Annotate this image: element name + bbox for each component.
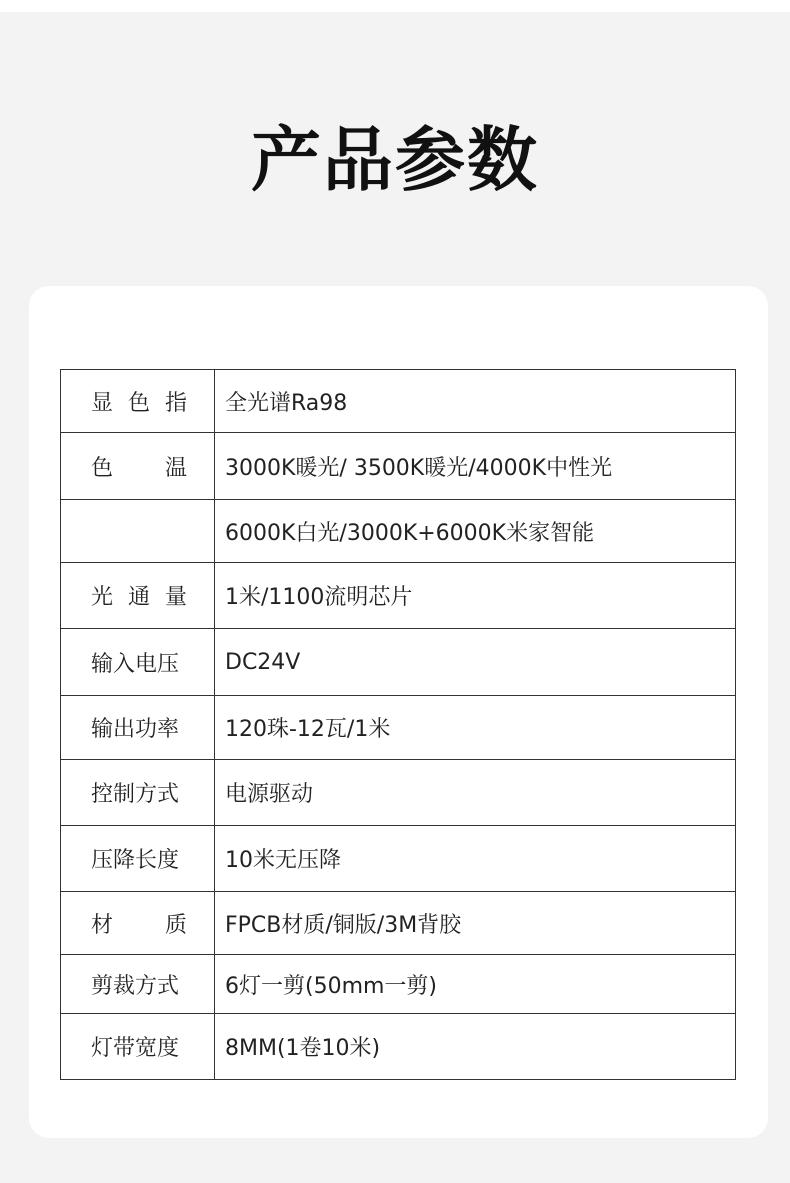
spec-card — [29, 286, 768, 1138]
table-row — [61, 370, 736, 433]
row-value-cell — [215, 370, 736, 433]
row-label: 输入电压 — [91, 651, 180, 677]
row-label-cell — [61, 826, 215, 892]
row-value: 10米无压降 — [225, 848, 341, 873]
table-row — [61, 826, 736, 892]
row-label-cell — [61, 892, 240, 955]
table-row — [61, 1014, 736, 1080]
row-value: DC24V — [225, 649, 301, 675]
row-label: 光通量 — [91, 585, 203, 610]
row-value-cell — [215, 433, 736, 500]
row-value-cell — [215, 826, 736, 892]
spec-table — [60, 369, 736, 1080]
row-label: 输出功率 — [91, 717, 180, 742]
table-row — [61, 563, 736, 629]
row-label-cell — [61, 563, 215, 629]
row-value-cell — [215, 696, 736, 760]
row-label: 色温 — [91, 455, 240, 481]
row-label: 显色指 — [91, 390, 203, 416]
row-value-cell — [215, 892, 736, 955]
row-value: 8MM(1卷10米) — [225, 1036, 381, 1061]
table-row — [61, 955, 736, 1014]
row-value: 6000K白光/3000K+6000K米家智能 — [225, 520, 595, 546]
row-value: 1米/1100流明芯片 — [225, 585, 413, 610]
row-label-cell — [61, 1014, 215, 1080]
row-label-cell — [61, 696, 215, 760]
row-label: 压降长度 — [91, 848, 180, 873]
row-value-cell — [215, 563, 736, 629]
row-value: 电源驱动 — [225, 782, 314, 807]
row-label-cell — [61, 500, 215, 563]
row-value-cell — [215, 1014, 736, 1080]
row-value-cell — [215, 500, 736, 563]
row-value: 全光谱Ra98 — [225, 390, 348, 416]
table-row — [61, 433, 736, 500]
row-value: 6灯一剪(50mm一剪) — [225, 973, 438, 999]
row-value-cell — [215, 760, 736, 826]
row-value: 3000K暖光/ 3500K暖光/4000K中性光 — [225, 455, 613, 481]
table-row — [61, 760, 736, 826]
page-title: 产品参数 — [251, 119, 539, 201]
table-row — [61, 500, 736, 563]
row-label: 材质 — [91, 912, 240, 938]
table-row — [61, 696, 736, 760]
row-label: 剪裁方式 — [91, 973, 180, 999]
row-label-cell — [61, 433, 240, 500]
row-value: 120珠-12瓦/1米 — [225, 717, 391, 742]
row-label-cell — [61, 955, 215, 1014]
row-value: FPCB材质/铜版/3M背胶 — [225, 912, 462, 938]
row-value-cell — [215, 955, 736, 1014]
row-label-cell — [61, 629, 215, 696]
row-label: 灯带宽度 — [91, 1036, 180, 1061]
row-label-cell — [61, 370, 215, 433]
row-label: 控制方式 — [91, 782, 180, 807]
row-value-cell — [215, 629, 736, 696]
table-row — [61, 892, 736, 955]
row-label-cell — [61, 760, 215, 826]
table-row — [61, 629, 736, 696]
